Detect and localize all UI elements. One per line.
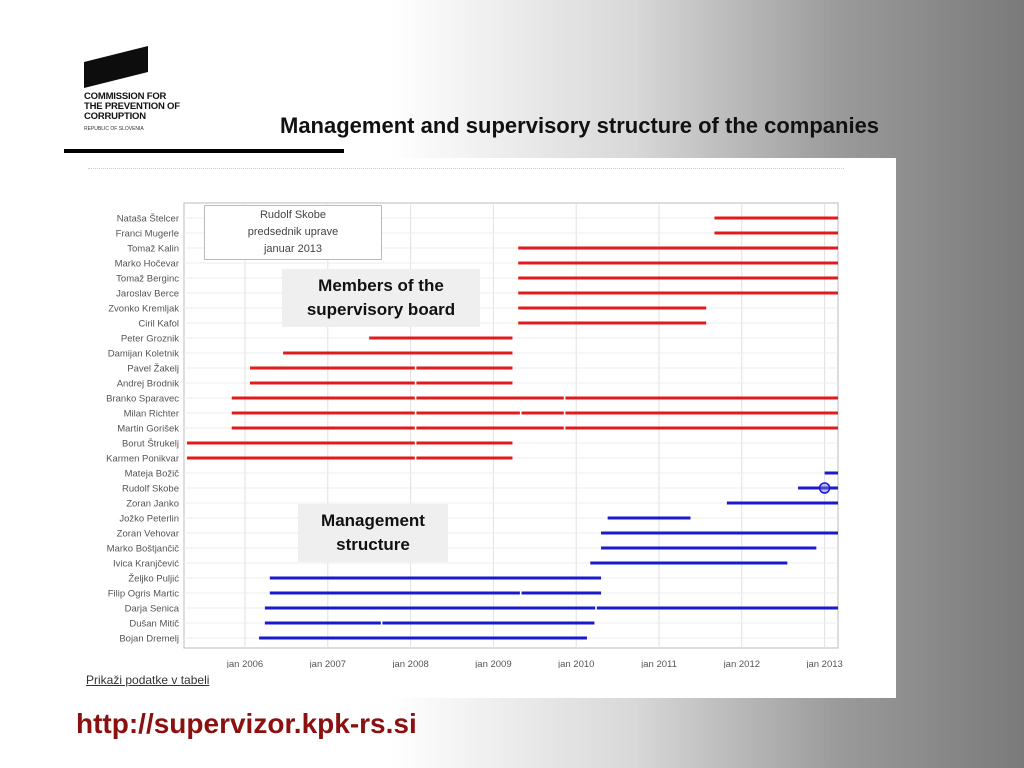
row-label: Karmen Ponikvar bbox=[106, 453, 179, 465]
chart-panel bbox=[64, 158, 896, 698]
row-label: Milan Richter bbox=[123, 408, 179, 420]
logo-text-line-2: THE PREVENTION OF bbox=[84, 101, 180, 112]
row-label: Jožko Peterlin bbox=[119, 513, 179, 525]
logo-text-line-1: COMMISSION FOR bbox=[84, 91, 167, 102]
row-label: Jaroslav Berce bbox=[116, 288, 179, 300]
slide-title: Management and supervisory structure of the companies bbox=[280, 113, 880, 138]
row-label: Peter Groznik bbox=[120, 333, 179, 345]
info-tooltip-name: Rudolf Skobe bbox=[259, 209, 327, 221]
x-tick-label: jan 2010 bbox=[557, 659, 595, 668]
row-label: Nataša Štelcer bbox=[116, 213, 179, 225]
row-label: Darja Senica bbox=[124, 603, 179, 615]
info-tooltip-date: januar 2013 bbox=[263, 243, 323, 255]
row-label: Ciril Kafol bbox=[138, 318, 179, 330]
logo-mark-icon bbox=[84, 46, 148, 88]
timeline-chart bbox=[64, 158, 896, 668]
row-label: Ivica Kranjčević bbox=[113, 558, 179, 570]
row-label: Pavel Žakelj bbox=[127, 363, 179, 375]
show-data-table-link[interactable]: Prikaži podatke v tabeli bbox=[86, 673, 210, 687]
x-tick-label: jan 2012 bbox=[723, 659, 761, 668]
row-label: Borut Štrukelj bbox=[121, 438, 179, 450]
row-label: Branko Sparavec bbox=[106, 393, 179, 405]
row-label: Dušan Mitič bbox=[129, 618, 179, 630]
row-label: Damijan Koletnik bbox=[107, 348, 179, 360]
row-label: Filip Ogris Martic bbox=[107, 588, 179, 600]
x-tick-label: jan 2007 bbox=[309, 659, 347, 668]
info-tooltip-role: predsednik uprave bbox=[247, 226, 339, 238]
x-tick-label: jan 2013 bbox=[806, 659, 843, 668]
row-label: Tomaž Berginc bbox=[116, 273, 179, 285]
row-label: Franci Mugerle bbox=[115, 228, 179, 240]
row-label: Zoran Janko bbox=[126, 498, 179, 510]
x-tick-label: jan 2011 bbox=[641, 659, 677, 668]
header-rule bbox=[64, 149, 344, 153]
site-url[interactable]: http://supervizor.kpk-rs.si bbox=[76, 708, 417, 739]
row-label: Rudolf Skobe bbox=[121, 483, 179, 495]
logo-text-line-3: CORRUPTION bbox=[84, 111, 146, 122]
row-label: Bojan Dremelj bbox=[119, 633, 179, 645]
commission-logo bbox=[84, 46, 194, 132]
selected-point-marker bbox=[820, 483, 830, 493]
x-tick-label: jan 2009 bbox=[475, 659, 512, 668]
row-label: Marko Boštjančič bbox=[106, 543, 179, 555]
row-label: Željko Puljić bbox=[128, 573, 179, 585]
logo-subtitle: REPUBLIC OF SLOVENIA bbox=[84, 126, 144, 132]
management-structure-callout: Management structure bbox=[298, 504, 448, 562]
x-tick-label: jan 2006 bbox=[226, 659, 264, 668]
row-label: Mateja Božič bbox=[124, 468, 179, 480]
row-label: Marko Hočevar bbox=[114, 258, 179, 270]
row-label: Martin Gorišek bbox=[117, 423, 179, 435]
x-tick-label: jan 2008 bbox=[392, 659, 429, 668]
row-label: Zvonko Kremljak bbox=[108, 303, 179, 315]
supervisory-board-callout: Members of the supervisory board bbox=[282, 269, 480, 327]
row-label: Andrej Brodnik bbox=[116, 378, 179, 390]
info-tooltip bbox=[204, 205, 382, 260]
row-label: Zoran Vehovar bbox=[116, 528, 179, 540]
row-label: Tomaž Kalin bbox=[127, 243, 179, 255]
